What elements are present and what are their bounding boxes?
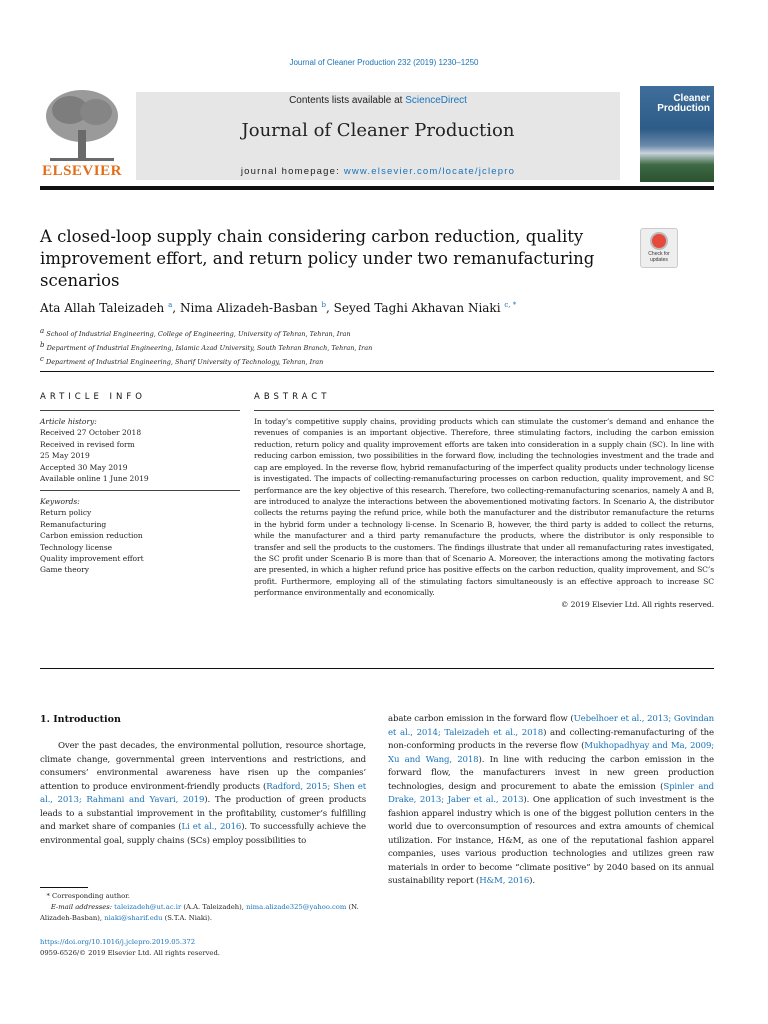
badge-label-1: Check for bbox=[648, 251, 670, 257]
doi-link[interactable]: https://doi.org/10.1016/j.jclepro.2019.05.372 bbox=[40, 938, 196, 946]
journal-cover-image[interactable] bbox=[640, 86, 714, 182]
body-text: Over the past decades, the environmental pollution, resource shortage, climate change, governmental green interventions and restrictions, and consumers’ environmental awareness have risen up the companies’ attention to produce environment-friendly products ( bbox=[40, 741, 366, 792]
homepage-link[interactable]: www.elsevier.com/locate/jclepro bbox=[343, 166, 516, 177]
badge-label bbox=[641, 252, 677, 263]
contents-prefix: Contents lists available at bbox=[289, 95, 406, 106]
author-name: Ata Allah Taleizadeh bbox=[40, 301, 165, 315]
keyword[interactable]: Game theory bbox=[40, 565, 90, 575]
tree-icon bbox=[40, 86, 124, 166]
section-rule bbox=[40, 371, 714, 372]
keyword[interactable]: Return policy bbox=[40, 508, 92, 518]
email-line bbox=[40, 902, 370, 924]
keyword[interactable]: Remanufacturing bbox=[40, 519, 107, 529]
email-owner: (S.T.A. Niaki). bbox=[162, 914, 213, 922]
affiliation-mark: a bbox=[40, 327, 45, 335]
journal-citation[interactable]: Journal of Cleaner Production 232 (2019) 1230–1250 bbox=[289, 58, 479, 67]
affiliation-marker[interactable]: a bbox=[168, 301, 173, 309]
introduction-heading: 1. Introduction bbox=[40, 714, 121, 725]
article-title: A closed-loop supply chain considering carbon reduction, quality improvement effort, and return policy under two remanufacturing scenarios bbox=[40, 227, 595, 290]
doi-block bbox=[40, 937, 220, 959]
cover-line-1: Cleaner bbox=[673, 93, 710, 104]
email-label: E-mail addresses: bbox=[50, 903, 115, 911]
keywords bbox=[40, 496, 240, 576]
keyword[interactable]: Technology license bbox=[40, 542, 113, 552]
cover-line-2: Production bbox=[657, 103, 710, 114]
elsevier-logo bbox=[40, 86, 124, 182]
author-name: Seyed Taghi Akhavan Niaki bbox=[333, 301, 501, 315]
crossmark-icon bbox=[650, 232, 668, 250]
keywords-label: Keywords: bbox=[40, 497, 80, 506]
email-link[interactable]: nima.alizade325@yahoo.com bbox=[246, 903, 347, 911]
citation-link[interactable]: Radford, 2015; Shen et al., 2013; Rahmani and Yavari, 2019 bbox=[40, 781, 367, 805]
history-item: Available online 1 June 2019 bbox=[40, 474, 149, 484]
keywords-rule bbox=[40, 490, 240, 491]
corresponding-text: * Corresponding author. bbox=[46, 892, 130, 900]
history-item: Received 27 October 2018 bbox=[40, 428, 142, 438]
keyword[interactable]: Quality improvement effort bbox=[40, 554, 144, 564]
affiliation-mark: c bbox=[40, 355, 44, 364]
body-text: ). One application of such investment is the fashion apparel industry which is one of the biggest pollution centers in the world due to overconsumption of resources and extra amounts of chemical utilization. For instance, H&M, as one of the reputational fashion apparel companies, uses various production technologies and utilizes green raw materials in order to become “climate positive” by 2040 based on its annual sustainability report ( bbox=[388, 795, 714, 886]
article-info-heading: ARTICLE INFO bbox=[40, 392, 146, 402]
history-label: Article history: bbox=[40, 417, 97, 426]
citation-link[interactable]: Spinler and Drake, 2013; Jaber et al., 2013 bbox=[388, 781, 714, 805]
intro-column-1 bbox=[40, 740, 366, 848]
footnote-rule bbox=[40, 887, 88, 888]
journal-banner bbox=[40, 86, 714, 186]
homepage-line bbox=[136, 166, 620, 177]
author-name: Nima Alizadeh-Basban bbox=[179, 301, 318, 315]
body-text: abate carbon emission in the forward flow ( bbox=[388, 714, 574, 724]
affiliation bbox=[40, 354, 720, 368]
homepage-prefix: journal homepage: bbox=[240, 166, 344, 177]
citation-link[interactable]: Mukhopadhyay and Ma, 2009; Xu and Wang, 2018 bbox=[388, 741, 715, 765]
email-owner: (A.A. Taleizadeh), bbox=[181, 903, 247, 911]
article-info-rule bbox=[40, 410, 240, 411]
affiliations bbox=[40, 326, 720, 368]
body-text: ). In line with reducing the carbon emission in the forward flow, the manufacturers invest in new green production technologies, design and procurement to abate the emission ( bbox=[388, 754, 714, 792]
citation-link[interactable]: Li et al., 2016 bbox=[181, 822, 242, 832]
header-rule bbox=[40, 186, 714, 190]
history-item: Accepted 30 May 2019 bbox=[40, 462, 128, 472]
citation-link[interactable]: Uebelhoer et al., 2013; Govindan et al., 2014; Taleizadeh et al., 2018 bbox=[388, 714, 715, 738]
abstract-body bbox=[254, 416, 714, 610]
abstract-text: In today’s competitive supply chains, providing products which can stimulate the customer’s demand and enhance the revenues of companies is an important objective. Therefore, three stimulating factors, including the carbon emission reduction, return policy and quality improvement efforts are taken into consideration in a supply chain (SC). In line with reducing carbon emission, two possibilities in the forward flow, including the technologies investment and the trade and cap are employed. In the reverse flow, hybrid remanufacturing of the imperfect quality products under technology license is investigated. The impacts of collecting-remanufacturing processes on carbon reduction, quality improvement, and SC performance are the key objective of this research. Therefore, two collecting-remanufacturing scenarios, namely A and B, are introduced to analyze the interactions between the abovementioned motivating factors. In Scenario A, the distributor collects the returns paying the refund price, while both the manufacturer and the distributor remanufacture the returns in the hybrid form under a technology li-cense. In Scenario B, however, the third party is added to collect the returns, while the manufacturer and a third party remanufacture the products, where the distributor is only responsible to transfer and sell the products to the customers. The findings illustrate that under all remanufacturing rates investigated, the SC profit under Scenario B is more than that of Scenario A. Moreover, the interactions among the motivating factors are presented, in which a higher refund price has positive effects on the carbon reduction, quality improvement, and SC’s profit. Furthermore, employing all of the stimulating factors simultaneously is an effective approach to increase SC performance environmentally and economically. bbox=[254, 417, 714, 598]
affiliation-text: School of Industrial Engineering, College of Engineering, University of Tehran, Tehran, Iran bbox=[46, 330, 351, 339]
contents-line bbox=[136, 95, 620, 106]
issn-line: 0959-6526/© 2019 Elsevier Ltd. All rights reserved. bbox=[40, 949, 220, 957]
abstract-copyright: © 2019 Elsevier Ltd. All rights reserved. bbox=[560, 599, 714, 609]
affiliation-marker[interactable]: b bbox=[321, 301, 327, 309]
author-list: Ata Allah Taleizadeh $^a$, Nima Alizadeh-Basban $^b$, Seyed Taghi Akhavan Niaki $^{c, *}$ bbox=[40, 301, 517, 315]
keyword[interactable]: Carbon emission reduction bbox=[40, 531, 143, 541]
affiliation bbox=[40, 326, 720, 340]
email-link[interactable]: niaki@sharif.edu bbox=[104, 914, 163, 922]
affiliation-text: Department of Industrial Engineering, Sharif University of Technology, Tehran, Iran bbox=[46, 358, 324, 367]
history-item: 25 May 2019 bbox=[40, 451, 90, 461]
affiliation-text: Department of Industrial Engineering, Islamic Azad University, South Tehran Branch, Tehran, Iran bbox=[46, 344, 373, 353]
abstract-rule bbox=[254, 410, 714, 411]
corresponding-note bbox=[40, 891, 370, 902]
intro-column-2 bbox=[388, 713, 714, 889]
body-text: ). bbox=[529, 876, 535, 886]
citation-link[interactable]: H&M, 2016 bbox=[479, 876, 530, 886]
article-history bbox=[40, 416, 240, 484]
sciencedirect-link[interactable]: ScienceDirect bbox=[405, 95, 467, 106]
history-item: Received in revised form bbox=[40, 439, 135, 449]
section-rule bbox=[40, 668, 714, 669]
body-text: ). To successfully achieve the environmental goal, supply chains (SCs) employ possibilities to bbox=[40, 822, 366, 846]
elsevier-wordmark: ELSEVIER bbox=[42, 163, 122, 179]
body-text: ). The production of green products leads to a substantial improvement in the profitability, customer’s fulfilling and market share of companies ( bbox=[40, 795, 366, 832]
affiliation-mark: b bbox=[40, 341, 45, 350]
email-link[interactable]: taleizadeh@ut.ac.ir bbox=[114, 903, 182, 911]
cover-title bbox=[657, 94, 710, 114]
affiliation-marker[interactable]: c, * bbox=[504, 301, 517, 309]
check-for-updates-button[interactable] bbox=[640, 228, 678, 268]
body-text: ) and collecting-remanufacturing of the non-conforming products in the reverse flow ( bbox=[388, 727, 714, 751]
footnote bbox=[40, 891, 370, 924]
journal-title: Journal of Cleaner Production bbox=[241, 120, 515, 141]
affiliation bbox=[40, 340, 720, 354]
journal-header-band bbox=[136, 92, 620, 180]
email-owner: (N. Alizadeh-Basban), bbox=[40, 903, 359, 922]
abstract-heading: ABSTRACT bbox=[254, 392, 331, 402]
badge-label-2: updates bbox=[650, 256, 668, 263]
